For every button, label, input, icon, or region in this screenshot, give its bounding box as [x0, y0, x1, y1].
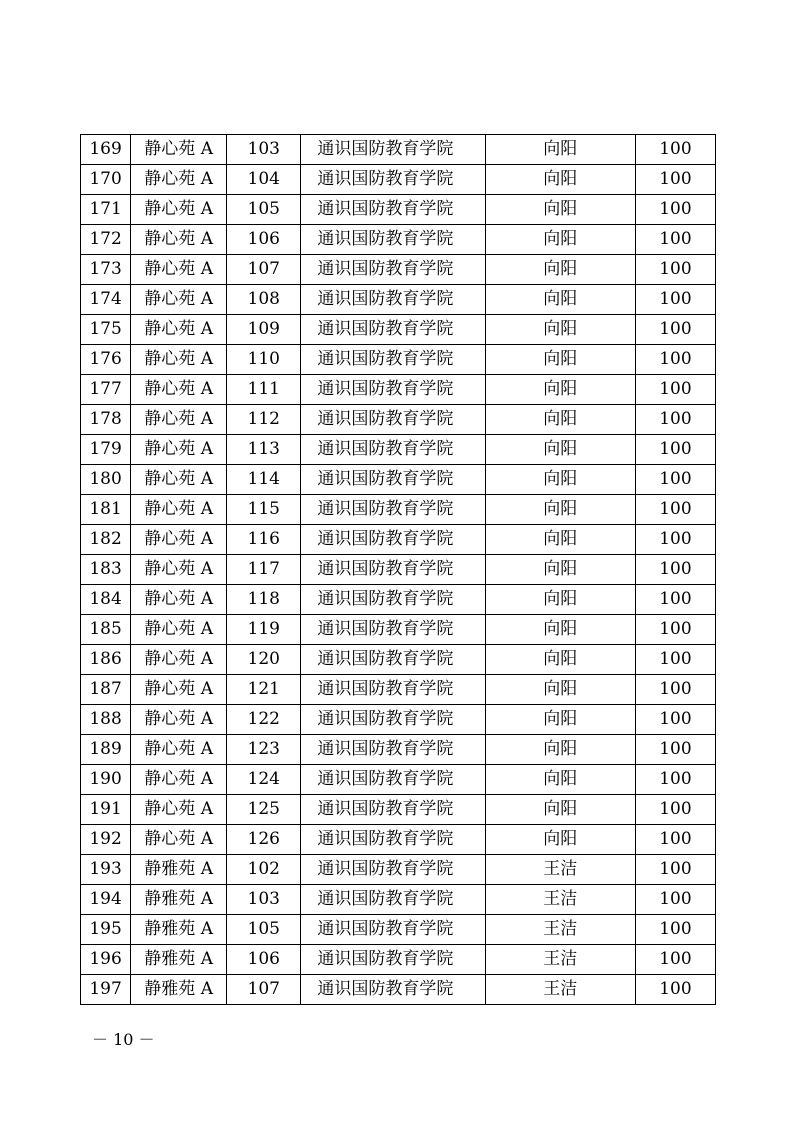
cell-inspector: 向阳	[485, 645, 635, 675]
cell-inspector: 向阳	[485, 135, 635, 165]
cell-score: 100	[635, 435, 715, 465]
cell-department: 通识国防教育学院	[301, 795, 485, 825]
cell-department: 通识国防教育学院	[301, 405, 485, 435]
cell-building: 静雅苑 A	[131, 945, 227, 975]
cell-room-number: 106	[227, 225, 301, 255]
cell-serial-number: 193	[81, 855, 131, 885]
cell-building: 静心苑 A	[131, 255, 227, 285]
cell-score: 100	[635, 225, 715, 255]
cell-score: 100	[635, 705, 715, 735]
cell-building: 静心苑 A	[131, 705, 227, 735]
cell-room-number: 124	[227, 765, 301, 795]
cell-building: 静雅苑 A	[131, 975, 227, 1005]
cell-inspector: 王洁	[485, 915, 635, 945]
cell-score: 100	[635, 375, 715, 405]
cell-department: 通识国防教育学院	[301, 285, 485, 315]
cell-room-number: 106	[227, 945, 301, 975]
table-row	[81, 375, 716, 405]
cell-building: 静心苑 A	[131, 135, 227, 165]
cell-department: 通识国防教育学院	[301, 645, 485, 675]
cell-room-number: 113	[227, 435, 301, 465]
cell-room-number: 120	[227, 645, 301, 675]
cell-inspector: 向阳	[485, 315, 635, 345]
cell-score: 100	[635, 315, 715, 345]
cell-room-number: 122	[227, 705, 301, 735]
cell-room-number: 112	[227, 405, 301, 435]
cell-department: 通识国防教育学院	[301, 255, 485, 285]
cell-inspector: 王洁	[485, 975, 635, 1005]
cell-department: 通识国防教育学院	[301, 975, 485, 1005]
cell-serial-number: 175	[81, 315, 131, 345]
table-row	[81, 675, 716, 705]
cell-building: 静心苑 A	[131, 525, 227, 555]
cell-building: 静心苑 A	[131, 615, 227, 645]
cell-serial-number: 192	[81, 825, 131, 855]
cell-department: 通识国防教育学院	[301, 555, 485, 585]
cell-score: 100	[635, 255, 715, 285]
cell-score: 100	[635, 495, 715, 525]
cell-department: 通识国防教育学院	[301, 495, 485, 525]
table-row	[81, 615, 716, 645]
cell-department: 通识国防教育学院	[301, 915, 485, 945]
cell-inspector: 王洁	[485, 945, 635, 975]
cell-room-number: 115	[227, 495, 301, 525]
cell-serial-number: 171	[81, 195, 131, 225]
cell-building: 静心苑 A	[131, 585, 227, 615]
cell-department: 通识国防教育学院	[301, 825, 485, 855]
cell-score: 100	[635, 645, 715, 675]
cell-inspector: 向阳	[485, 435, 635, 465]
table-row	[81, 765, 716, 795]
cell-building: 静心苑 A	[131, 465, 227, 495]
cell-score: 100	[635, 735, 715, 765]
table-row	[81, 495, 716, 525]
cell-department: 通识国防教育学院	[301, 465, 485, 495]
cell-department: 通识国防教育学院	[301, 435, 485, 465]
cell-department: 通识国防教育学院	[301, 885, 485, 915]
table-row	[81, 705, 716, 735]
table-row	[81, 975, 716, 1005]
cell-building: 静心苑 A	[131, 825, 227, 855]
cell-score: 100	[635, 525, 715, 555]
cell-building: 静心苑 A	[131, 165, 227, 195]
cell-serial-number: 183	[81, 555, 131, 585]
table-row	[81, 735, 716, 765]
table-row	[81, 405, 716, 435]
cell-building: 静心苑 A	[131, 225, 227, 255]
cell-room-number: 107	[227, 975, 301, 1005]
cell-serial-number: 195	[81, 915, 131, 945]
cell-department: 通识国防教育学院	[301, 765, 485, 795]
cell-serial-number: 179	[81, 435, 131, 465]
cell-inspector: 王洁	[485, 885, 635, 915]
cell-serial-number: 173	[81, 255, 131, 285]
cell-building: 静心苑 A	[131, 345, 227, 375]
cell-department: 通识国防教育学院	[301, 705, 485, 735]
table-row	[81, 645, 716, 675]
cell-room-number: 103	[227, 885, 301, 915]
cell-serial-number: 197	[81, 975, 131, 1005]
cell-inspector: 向阳	[485, 405, 635, 435]
cell-building: 静心苑 A	[131, 435, 227, 465]
cell-score: 100	[635, 675, 715, 705]
cell-department: 通识国防教育学院	[301, 945, 485, 975]
cell-building: 静心苑 A	[131, 675, 227, 705]
table-row	[81, 435, 716, 465]
inspection-table	[80, 134, 716, 1005]
cell-inspector: 向阳	[485, 585, 635, 615]
cell-room-number: 103	[227, 135, 301, 165]
cell-room-number: 105	[227, 195, 301, 225]
cell-building: 静心苑 A	[131, 645, 227, 675]
cell-serial-number: 190	[81, 765, 131, 795]
cell-room-number: 118	[227, 585, 301, 615]
cell-room-number: 110	[227, 345, 301, 375]
table-row	[81, 165, 716, 195]
cell-inspector: 王洁	[485, 855, 635, 885]
cell-building: 静雅苑 A	[131, 885, 227, 915]
cell-inspector: 向阳	[485, 615, 635, 645]
cell-department: 通识国防教育学院	[301, 195, 485, 225]
cell-building: 静心苑 A	[131, 735, 227, 765]
cell-serial-number: 185	[81, 615, 131, 645]
cell-serial-number: 181	[81, 495, 131, 525]
cell-room-number: 111	[227, 375, 301, 405]
cell-inspector: 向阳	[485, 525, 635, 555]
cell-department: 通识国防教育学院	[301, 675, 485, 705]
cell-score: 100	[635, 165, 715, 195]
cell-serial-number: 172	[81, 225, 131, 255]
table-row	[81, 195, 716, 225]
cell-serial-number: 169	[81, 135, 131, 165]
cell-building: 静心苑 A	[131, 555, 227, 585]
cell-score: 100	[635, 855, 715, 885]
cell-score: 100	[635, 915, 715, 945]
cell-room-number: 126	[227, 825, 301, 855]
cell-serial-number: 184	[81, 585, 131, 615]
cell-inspector: 向阳	[485, 765, 635, 795]
cell-inspector: 向阳	[485, 225, 635, 255]
cell-inspector: 向阳	[485, 285, 635, 315]
cell-score: 100	[635, 135, 715, 165]
cell-score: 100	[635, 465, 715, 495]
cell-inspector: 向阳	[485, 555, 635, 585]
table-row	[81, 135, 716, 165]
cell-department: 通识国防教育学院	[301, 735, 485, 765]
cell-serial-number: 180	[81, 465, 131, 495]
cell-serial-number: 170	[81, 165, 131, 195]
table-row	[81, 825, 716, 855]
table-row	[81, 585, 716, 615]
cell-inspector: 向阳	[485, 375, 635, 405]
cell-room-number: 108	[227, 285, 301, 315]
cell-serial-number: 176	[81, 345, 131, 375]
cell-score: 100	[635, 885, 715, 915]
cell-inspector: 向阳	[485, 255, 635, 285]
cell-room-number: 104	[227, 165, 301, 195]
table-row	[81, 915, 716, 945]
cell-room-number: 121	[227, 675, 301, 705]
cell-building: 静心苑 A	[131, 315, 227, 345]
table-row	[81, 885, 716, 915]
cell-department: 通识国防教育学院	[301, 315, 485, 345]
cell-serial-number: 187	[81, 675, 131, 705]
cell-building: 静心苑 A	[131, 795, 227, 825]
cell-department: 通识国防教育学院	[301, 165, 485, 195]
cell-serial-number: 188	[81, 705, 131, 735]
cell-inspector: 向阳	[485, 675, 635, 705]
cell-inspector: 向阳	[485, 195, 635, 225]
cell-score: 100	[635, 795, 715, 825]
cell-serial-number: 189	[81, 735, 131, 765]
page-number: － 10 －	[92, 1030, 155, 1049]
cell-serial-number: 174	[81, 285, 131, 315]
cell-score: 100	[635, 555, 715, 585]
cell-inspector: 向阳	[485, 465, 635, 495]
cell-score: 100	[635, 345, 715, 375]
table-row	[81, 555, 716, 585]
cell-building: 静心苑 A	[131, 195, 227, 225]
cell-building: 静心苑 A	[131, 405, 227, 435]
cell-inspector: 向阳	[485, 705, 635, 735]
table-row	[81, 945, 716, 975]
cell-serial-number: 196	[81, 945, 131, 975]
cell-score: 100	[635, 975, 715, 1005]
table-row	[81, 465, 716, 495]
cell-inspector: 向阳	[485, 825, 635, 855]
cell-department: 通识国防教育学院	[301, 135, 485, 165]
table-row	[81, 255, 716, 285]
cell-score: 100	[635, 405, 715, 435]
cell-score: 100	[635, 285, 715, 315]
cell-building: 静心苑 A	[131, 495, 227, 525]
cell-department: 通识国防教育学院	[301, 615, 485, 645]
cell-room-number: 116	[227, 525, 301, 555]
cell-building: 静心苑 A	[131, 765, 227, 795]
cell-score: 100	[635, 765, 715, 795]
table-row	[81, 315, 716, 345]
cell-room-number: 119	[227, 615, 301, 645]
cell-building: 静心苑 A	[131, 285, 227, 315]
cell-department: 通识国防教育学院	[301, 525, 485, 555]
cell-score: 100	[635, 945, 715, 975]
cell-room-number: 107	[227, 255, 301, 285]
cell-inspector: 向阳	[485, 735, 635, 765]
cell-room-number: 117	[227, 555, 301, 585]
cell-department: 通识国防教育学院	[301, 375, 485, 405]
cell-room-number: 105	[227, 915, 301, 945]
cell-score: 100	[635, 615, 715, 645]
cell-inspector: 向阳	[485, 345, 635, 375]
cell-department: 通识国防教育学院	[301, 225, 485, 255]
table-row	[81, 525, 716, 555]
cell-serial-number: 194	[81, 885, 131, 915]
cell-department: 通识国防教育学院	[301, 345, 485, 375]
cell-room-number: 102	[227, 855, 301, 885]
table-body	[81, 135, 716, 1005]
table-row	[81, 855, 716, 885]
cell-serial-number: 177	[81, 375, 131, 405]
cell-room-number: 109	[227, 315, 301, 345]
cell-serial-number: 182	[81, 525, 131, 555]
table-row	[81, 225, 716, 255]
table-row	[81, 285, 716, 315]
cell-score: 100	[635, 585, 715, 615]
cell-room-number: 114	[227, 465, 301, 495]
cell-inspector: 向阳	[485, 495, 635, 525]
cell-inspector: 向阳	[485, 165, 635, 195]
table-row	[81, 795, 716, 825]
cell-serial-number: 191	[81, 795, 131, 825]
cell-department: 通识国防教育学院	[301, 855, 485, 885]
cell-score: 100	[635, 825, 715, 855]
cell-score: 100	[635, 195, 715, 225]
cell-inspector: 向阳	[485, 795, 635, 825]
cell-serial-number: 186	[81, 645, 131, 675]
cell-building: 静雅苑 A	[131, 915, 227, 945]
table-row	[81, 345, 716, 375]
cell-building: 静雅苑 A	[131, 855, 227, 885]
cell-room-number: 125	[227, 795, 301, 825]
cell-department: 通识国防教育学院	[301, 585, 485, 615]
cell-room-number: 123	[227, 735, 301, 765]
cell-building: 静心苑 A	[131, 375, 227, 405]
cell-serial-number: 178	[81, 405, 131, 435]
